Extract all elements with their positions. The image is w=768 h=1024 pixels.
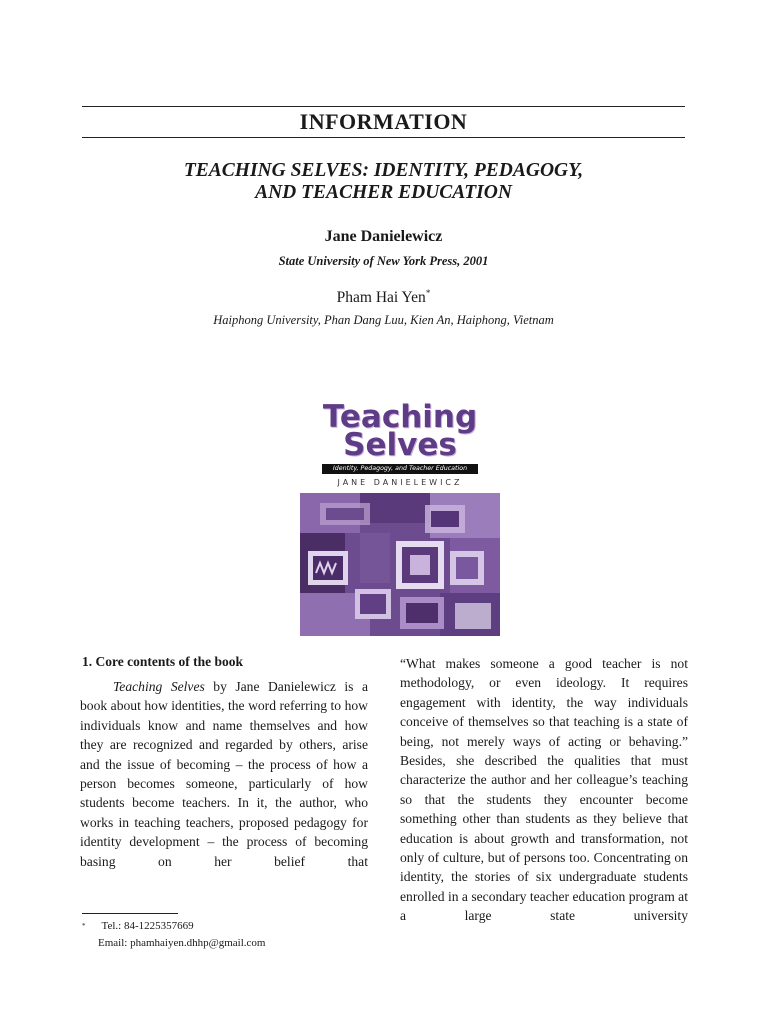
footnote-tel-text: Tel.: 84-1225357669 [101,920,194,932]
bottom-rule [82,137,685,138]
cover-subtitle: Identity, Pedagogy, and Teacher Education [322,464,478,474]
right-paragraph: “What makes someone a good teacher is not methodology, or even ideology. It requires engagement with identity, the way individuals conceive of themselves so that teaching is a state of being, not merely ways of acting or behaving.” Besides, she described the qualities that must characterize the author and her colleague’s teaching so that the students they encounter become something other than students as they believe that education is about growth and transformation, not only of culture, but of persons too. Concentrating on identity, the stories of six undergraduate students enrolled in a secondary teacher education program at a large state university [400,656,688,924]
footnote-email: Email: phamhaiyen.dhhp@gmail.com [98,937,266,949]
book-title-line2: AND TEACHER EDUCATION [255,182,512,203]
section-heading: 1. Core contents of the book [82,654,243,669]
top-rule [82,106,685,107]
footnote-rule [82,913,178,914]
reviewer-footnote-mark: * [425,288,431,298]
left-paragraph [80,677,368,890]
reviewer-name: Pham Hai Yen [336,289,426,307]
cover-title-line1: Teaching [322,399,478,435]
footnote-mark: * [82,922,86,930]
affiliation: Haiphong University, Phan Dang Luu, Kien An, Haiphong, Vietnam [213,313,554,327]
section-title: INFORMATION [299,109,468,134]
cover-author: JANE DANIELEWICZ [337,478,463,487]
publisher: State University of New York Press, 2001 [278,254,489,268]
book-title-rest: : IDENTITY, PEDAGOGY, [362,160,584,181]
left-paragraph-text: by Jane Danielewicz is a book about how identities, the word referring to how individuals know and name themselves and how they are recognized and regarded by others, arise and the issue of becoming – the process of how a person becomes someone, particularly of how students become teachers. In it, the author, who works in teaching teachers, proposed pedagogy for identity development – the process of becoming basing on her belief that [80,679,368,869]
right-column [400,654,688,945]
left-column [80,677,368,890]
book-title-inline: Teaching Selves [113,679,205,694]
reviewer [82,288,685,307]
cover-title-line2: Selves [343,427,457,463]
footnote-tel [82,918,194,934]
book-author: Jane Danielewicz [324,228,443,245]
cover-artwork [300,493,500,636]
book-cover-image [300,396,500,636]
book-title [82,160,685,204]
book-title-italic: TEACHING SELVES [183,160,363,181]
